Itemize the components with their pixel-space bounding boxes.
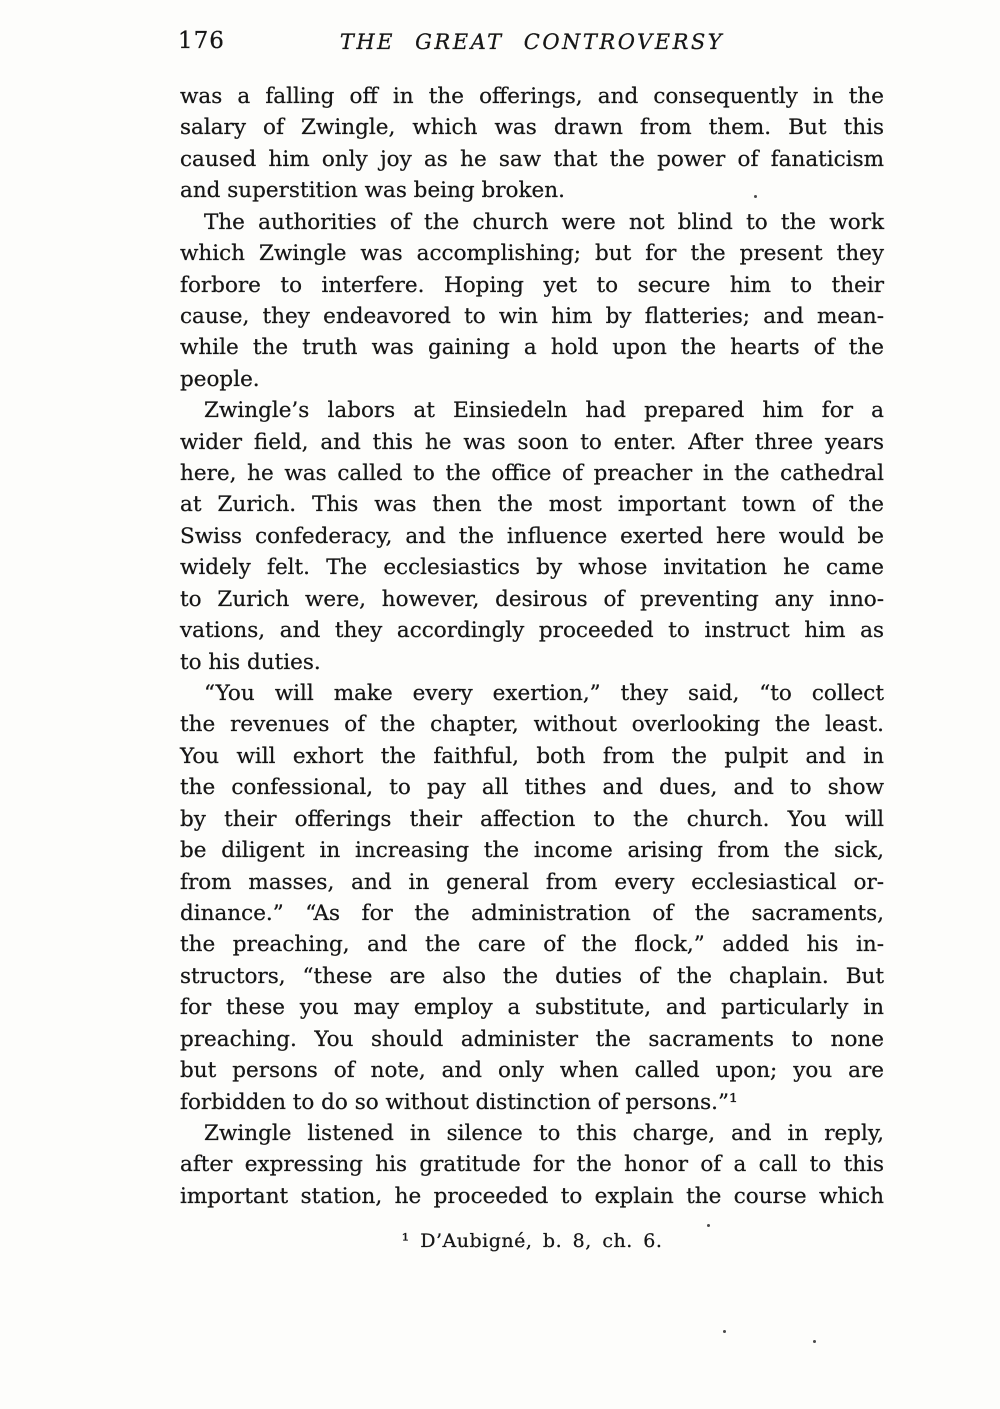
text-line: the confessional, to pay all tithes and dues, and to show: [180, 775, 884, 801]
text-line: structors, “these are also the duties of the chaplain. But: [180, 963, 884, 989]
running-header: [180, 28, 884, 58]
text-line: Swiss confederacy, and the influence exerted here would be: [180, 523, 884, 549]
text-line: caused him only joy as he saw that the power of fanaticism: [180, 146, 884, 172]
text-line: important station, he proceeded to explain the course which: [180, 1183, 884, 1209]
text-line: Zwingle’s labors at Einsiedeln had prepared him for a: [204, 398, 884, 424]
text-line: while the truth was gaining a hold upon the hearts of the: [180, 335, 884, 361]
text-line: The authorities of the church were not blind to the work: [204, 209, 884, 235]
text-line: was a falling off in the offerings, and consequently in the: [180, 84, 884, 109]
text-line: cause, they endeavored to win him by flatteries; and mean-: [180, 303, 884, 329]
page-number: 176: [178, 28, 225, 54]
scan-speckle: [754, 195, 757, 198]
text-line: at Zurich. This was then the most important town of the: [180, 492, 884, 518]
scan-speckle: [813, 1340, 816, 1343]
text-line: preaching. You should administer the sacraments to none: [180, 1026, 884, 1052]
text-line: the preaching, and the care of the flock,” added his in-: [180, 932, 884, 958]
text-line: after expressing his gratitude for the honor of a call to this: [180, 1152, 884, 1178]
body-text: [180, 81, 884, 1212]
text-line: from masses, and in general from every ecclesiastical or-: [180, 869, 884, 895]
text-line: You will exhort the faithful, both from the pulpit and in: [180, 743, 884, 769]
text-line: salary of Zwingle, which was drawn from them. But this: [180, 115, 884, 141]
text-line: to his duties.: [180, 649, 321, 675]
text-line: forbore to interfere. Hoping yet to secure him to their: [180, 272, 884, 298]
running-head-title: THE GREAT CONTROVERSY: [339, 30, 725, 54]
text-line: here, he was called to the office of preacher in the cathedral: [180, 461, 884, 487]
scan-speckle: [707, 1224, 710, 1227]
text-line: forbidden to do so without distinction of persons.”¹: [180, 1089, 738, 1115]
text-line: dinance.” “As for the administration of the sacraments,: [180, 900, 884, 926]
text-line: for these you may employ a substitute, and particularly in: [180, 995, 884, 1021]
text-line: by their offerings their affection to the church. You will: [180, 806, 884, 832]
text-line: the revenues of the chapter, without overlooking the least.: [180, 712, 884, 738]
text-line: “You will make every exertion,” they said, “to collect: [204, 681, 884, 707]
text-line: people.: [180, 366, 260, 392]
footnote: ¹ D’Aubigné, b. 8, ch. 6.: [401, 1230, 663, 1252]
text-line: Zwingle listened in silence to this charge, and in reply,: [204, 1120, 884, 1146]
text-line: widely felt. The ecclesiastics by whose invitation he came: [180, 555, 884, 581]
text-line: wider field, and this he was soon to enter. After three years: [180, 429, 884, 455]
text-line: to Zurich were, however, desirous of preventing any inno-: [180, 586, 884, 612]
text-line: be diligent in increasing the income arising from the sick,: [180, 838, 884, 864]
scan-speckle: [723, 1330, 726, 1333]
text-line: but persons of note, and only when called upon; you are: [180, 1058, 884, 1084]
text-line: which Zwingle was accomplishing; but for the present they: [180, 241, 884, 267]
text-line: vations, and they accordingly proceeded to instruct him as: [180, 618, 884, 644]
text-line: and superstition was being broken.: [180, 178, 565, 204]
